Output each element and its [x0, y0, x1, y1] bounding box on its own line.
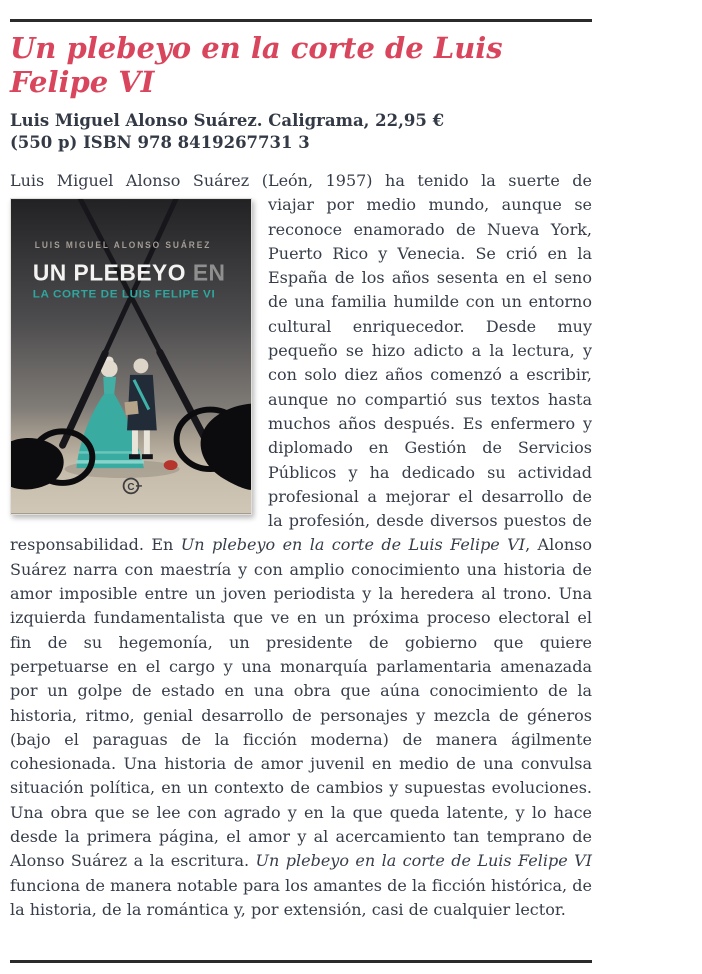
book-cover-illustration: [11, 199, 251, 514]
book-meta-author-publisher-price: Luis Miguel Alonso Suárez. Caligrama, 22,95 €: [10, 111, 445, 130]
book-cover-image: [10, 198, 252, 515]
top-divider-rule: [10, 19, 592, 22]
article-body: [10, 169, 592, 922]
book-meta-pages-isbn: (550 p) ISBN 978 8419267731 3: [10, 133, 310, 152]
inline-book-title: Un plebeyo en la corte de Luis Felipe VI: [255, 851, 593, 871]
body-segment: funciona de manera notable para los amantes de la ficción histórica, de la historia, de la romántica y, por extensión, casi de cualquier lector.: [10, 875, 592, 919]
book-meta: [10, 110, 592, 154]
inline-book-title: Un plebeyo en la corte de Luis Felipe VI: [180, 535, 526, 555]
cover-red-object: [164, 460, 178, 470]
body-segment: viajar por medio mundo, aunque se reconoce enamorado de Nueva York, Puerto Rico y Venecia. Se crió en la España de los años sesenta en el seno de una familia humilde con un entorno cultural enriquecedor. Desde muy pequeño se hizo adicto a la lectura, y con solo diez años comenzó a escribir, aunque no compartió sus textos hasta muchos años después. Es enfermero y diplomado en Gestión de Servicios Públicos y ha dedicado su actividad profesional a mejorar el desarrollo de la profesión, desde diversos puestos de responsabilidad. En: [10, 195, 592, 555]
cover-author-name: LUIS MIGUEL ALONSO SUÁREZ: [34, 240, 212, 251]
content-column: [10, 0, 592, 922]
cover-subtitle: LA CORTE DE LUIS FELIPE VI: [32, 288, 216, 301]
page-title: Un plebeyo en la corte de Luis Felipe VI: [10, 31, 503, 99]
body-segment: , Alonso Suárez narra con maestría y con amplio conocimiento una historia de amor imposible entre un joven periodista y la heredera al trono. Una izquierda fundamentalista que ve en un próxima proceso electoral el fin de su hegemonía, un presidente de gobierno que quiere perpetuarse en el cargo y una monarquía parlamentaria amenazada por un golpe de estado en una obra que aúna conocimiento de la historia, ritmo, genial desarrollo de personajes y mezcla de géneros (bajo el paraguas de la ficción moderna) de manera ágilmente cohesionada. Una historia de amor juvenil en medio de una convulsa situación política, en un contexto de cambios y supuestas evoluciones. Una obra que se lee con agrado y en la que queda latente, y lo hace desde la primera página, el amor y al acercamiento tan temprano de Alonso Suárez a la escritura.: [10, 535, 593, 871]
lead-line: Luis Miguel Alonso Suárez (León, 1957) ha tenido la suerte de: [10, 171, 592, 190]
bottom-divider-rule: [10, 960, 592, 963]
svg-text:C: C: [127, 482, 135, 494]
cover-title: UN PLEBEYO EN: [32, 259, 226, 286]
